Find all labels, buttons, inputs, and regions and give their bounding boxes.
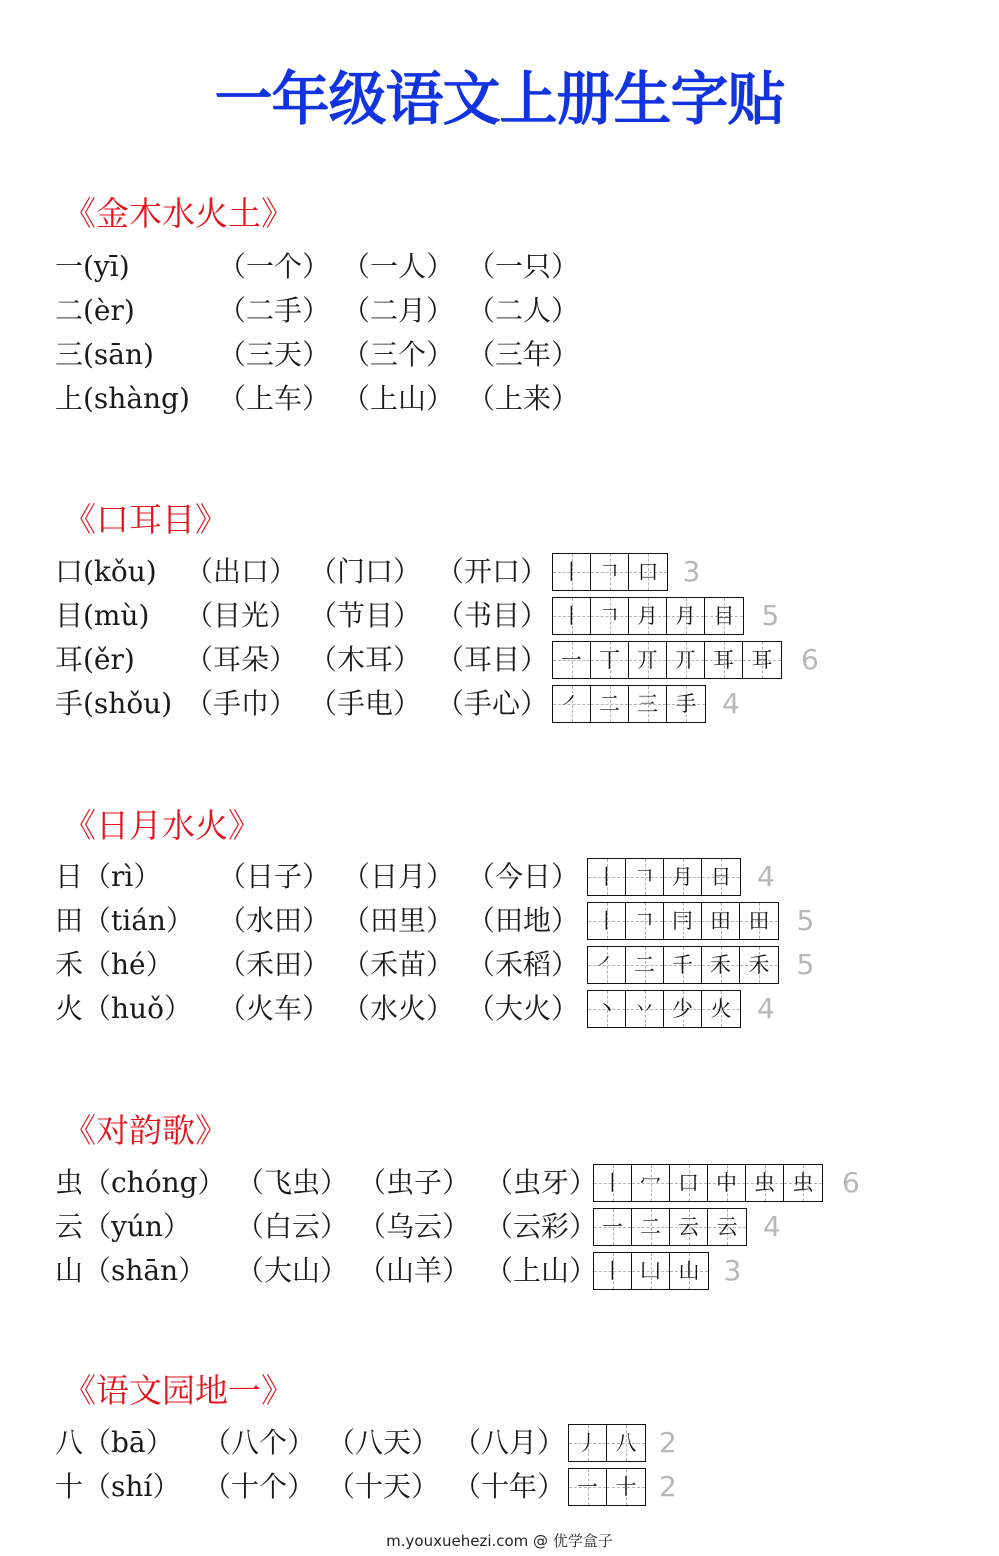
stroke-count: 4 [757,860,775,893]
character-row [55,550,955,594]
stroke-cell [670,1209,708,1245]
stroke-glyph: 丅 [599,648,620,672]
example-word: （一只） [467,250,580,283]
stroke-order-grid [568,1468,646,1506]
stroke-glyph: 𠃍 [634,909,655,933]
stroke-glyph: 田 [748,909,770,933]
stroke-cell [626,903,664,939]
example-word: （三天） [218,338,331,371]
character-pinyin: 目(mù) [55,599,150,632]
example-word: （耳朵） [185,643,298,676]
character-row [55,638,955,682]
stroke-cell [594,1253,632,1289]
stroke-cell [632,1165,670,1201]
stroke-count: 5 [796,948,815,981]
stroke-glyph: 丿 [577,1431,598,1455]
stroke-glyph: 云 [716,1215,738,1239]
character-pinyin: 山（shān） [55,1254,207,1287]
example-word: （二手） [218,294,331,327]
character-row [55,1161,955,1205]
example-word: （十年） [453,1470,566,1503]
stroke-cell [670,1253,708,1289]
stroke-glyph: ㇒ [596,953,617,977]
stroke-glyph: 丌 [675,648,696,672]
stroke-glyph: 山 [678,1259,700,1283]
section-title: 《对韵歌》 [63,1111,228,1150]
stroke-glyph: 少 [672,997,693,1021]
example-word: （云彩） [485,1210,598,1243]
character-row [55,987,955,1031]
stroke-glyph: 火 [710,997,732,1021]
stroke-cell [607,1469,645,1505]
example-word: （二人） [467,294,580,327]
example-word: （上车） [218,382,331,415]
character-pinyin: 日（rì） [55,860,162,893]
stroke-glyph: 丨 [561,604,582,628]
example-word: （上山） [485,1254,598,1287]
stroke-order-grid [552,553,668,591]
example-word: （手电） [309,687,422,720]
stroke-glyph: 丨 [596,865,617,889]
character-pinyin: 云（yún） [55,1210,191,1243]
stroke-cell [632,1209,670,1245]
stroke-glyph: 一 [561,648,582,672]
example-word: （水田） [218,904,331,937]
stroke-glyph: 十 [615,1475,637,1499]
stroke-count: 4 [757,992,775,1025]
stroke-cell [632,1253,670,1289]
example-word: （耳目） [436,643,549,676]
stroke-count: 6 [842,1166,860,1199]
stroke-glyph: 丨 [596,909,617,933]
stroke-count: 4 [722,687,740,720]
stroke-glyph: 八 [615,1431,637,1455]
character-pinyin: 上(shàng) [55,382,190,415]
example-word: （今日） [467,860,580,893]
stroke-glyph: 虫 [754,1171,775,1195]
stroke-glyph: 口 [637,560,659,584]
example-word: （十个） [203,1470,316,1503]
example-word: （山羊） [358,1254,471,1287]
stroke-order-grid [552,685,706,723]
stroke-glyph: 丶 [596,997,617,1021]
stroke-glyph: 耳 [751,648,773,672]
stroke-cell [588,947,626,983]
example-word: （手巾） [185,687,298,720]
stroke-glyph: 田 [710,909,731,933]
stroke-cell [629,554,667,590]
stroke-cell [708,1209,746,1245]
character-pinyin: 禾（hé） [55,948,174,981]
character-pinyin: 二(èr) [55,294,135,327]
stroke-glyph: 丌 [637,648,658,672]
example-word: （八个） [203,1426,316,1459]
character-pinyin: 十（shí） [55,1470,181,1503]
stroke-glyph: 禾 [710,953,731,977]
stroke-glyph: 𠃍 [599,604,620,628]
character-pinyin: 手(shǒu) [55,687,173,720]
character-pinyin: 耳(ěr) [55,643,135,676]
example-word: （白云） [236,1210,349,1243]
stroke-cell [553,686,591,722]
stroke-glyph: 二 [634,953,655,977]
stroke-cell [588,991,626,1027]
stroke-count: 4 [763,1210,781,1243]
example-word: （一人） [342,250,455,283]
example-word: （八月） [453,1426,566,1459]
example-word: （禾田） [218,948,331,981]
stroke-cell [594,1209,632,1245]
stroke-glyph: 一 [602,1215,623,1239]
stroke-cell [588,903,626,939]
stroke-glyph: 月 [637,604,658,628]
example-word: （三年） [467,338,580,371]
stroke-order-grid [593,1208,747,1246]
stroke-glyph: 一 [577,1475,598,1499]
character-row [55,1465,955,1509]
stroke-glyph: 丷 [634,997,655,1021]
stroke-cell [702,903,740,939]
section-title: 《口耳目》 [63,500,228,539]
stroke-cell [553,642,591,678]
section-title: 《金木水火土》 [63,194,294,233]
example-word: （田里） [342,904,455,937]
stroke-count: 3 [682,555,701,588]
stroke-glyph: 二 [599,692,620,716]
stroke-cell [702,991,740,1027]
example-word: （水火） [342,992,455,1025]
stroke-glyph: 耳 [713,648,734,672]
character-row [55,594,955,638]
stroke-glyph: 丨 [561,560,582,584]
stroke-cell [740,947,778,983]
stroke-count: 3 [723,1254,742,1287]
stroke-glyph: 三 [637,692,658,716]
stroke-glyph: 冃 [672,909,693,933]
example-word: （田地） [467,904,580,937]
stroke-glyph: 虫 [792,1171,814,1195]
stroke-cell [629,642,667,678]
stroke-order-grid [587,990,741,1028]
character-pinyin: 火（huǒ） [55,992,192,1025]
example-word: （上来） [467,382,580,415]
stroke-glyph: 云 [678,1215,699,1239]
stroke-cell [591,642,629,678]
character-row [55,943,955,987]
character-row [55,899,955,943]
stroke-cell [664,991,702,1027]
character-pinyin: 八（bā） [55,1426,174,1459]
stroke-order-grid [587,858,741,896]
character-pinyin: 虫（chóng） [55,1166,226,1199]
example-word: （三个） [342,338,455,371]
character-pinyin: 三(sān) [55,338,154,371]
stroke-cell [588,859,626,895]
example-word: （二月） [342,294,455,327]
stroke-cell [626,859,664,895]
stroke-cell [591,598,629,634]
stroke-glyph: 丨 [602,1171,623,1195]
character-row [55,1249,955,1293]
stroke-glyph: 丨 [602,1259,623,1283]
stroke-cell [553,598,591,634]
example-word: （禾苗） [342,948,455,981]
stroke-count: 6 [801,643,819,676]
stroke-order-grid [568,1424,646,1462]
stroke-glyph: ㇒ [561,692,582,716]
stroke-glyph: 禾 [748,953,770,977]
character-row [55,333,955,377]
stroke-count: 5 [796,904,815,937]
stroke-cell [664,903,702,939]
section-title: 《语文园地一》 [63,1371,294,1410]
example-word: （飞虫） [236,1166,349,1199]
stroke-cell [591,686,629,722]
stroke-count: 2 [659,1470,677,1503]
stroke-cell [607,1425,645,1461]
stroke-order-grid [552,597,744,635]
example-word: （日子） [218,860,331,893]
example-word: （八天） [327,1426,440,1459]
example-word: （出口） [185,555,298,588]
stroke-cell [740,903,778,939]
stroke-glyph: 𠃍 [599,560,620,584]
stroke-cell [629,598,667,634]
stroke-cell [746,1165,784,1201]
character-row [55,1205,955,1249]
stroke-cell [594,1165,632,1201]
stroke-cell [626,991,664,1027]
stroke-glyph: 中 [716,1171,737,1195]
stroke-cell [664,859,702,895]
example-word: （木耳） [309,643,422,676]
stroke-glyph: 手 [675,692,697,716]
character-pinyin: 田（tián） [55,904,194,937]
stroke-cell [667,598,705,634]
stroke-cell [569,1425,607,1461]
section-title: 《日月水火》 [63,806,261,845]
stroke-count: 5 [761,599,780,632]
stroke-glyph: 冖 [640,1171,661,1195]
example-word: （手心） [436,687,549,720]
character-row [55,855,955,899]
stroke-cell [591,554,629,590]
stroke-order-grid [593,1252,709,1290]
example-word: （火车） [218,992,331,1025]
example-word: （目光） [185,599,298,632]
stroke-glyph: 日 [710,865,732,889]
page-title: 一年级语文上册生字贴 [214,65,785,133]
stroke-order-grid [552,641,782,679]
example-word: （大火） [467,992,580,1025]
stroke-cell [708,1165,746,1201]
stroke-cell [705,642,743,678]
stroke-cell [667,686,705,722]
stroke-cell [784,1165,822,1201]
example-word: （开口） [436,555,549,588]
stroke-order-grid [587,902,779,940]
stroke-cell [743,642,781,678]
example-word: （上山） [342,382,455,415]
character-row [55,377,955,421]
stroke-glyph: 月 [672,865,693,889]
character-pinyin: 口(kǒu) [55,555,157,588]
example-word: （书目） [436,599,549,632]
stroke-cell [702,947,740,983]
example-word: （一个） [218,250,331,283]
character-row [55,245,955,289]
example-word: （大山） [236,1254,349,1287]
example-word: （日月） [342,860,455,893]
stroke-cell [569,1469,607,1505]
stroke-glyph: 二 [640,1215,661,1239]
stroke-glyph: 𠃍 [634,865,655,889]
example-word: （虫子） [358,1166,471,1199]
stroke-count: 2 [659,1426,677,1459]
example-word: （乌云） [358,1210,471,1243]
example-word: （节目） [309,599,422,632]
example-word: （虫牙） [485,1166,598,1199]
example-word: （禾稻） [467,948,580,981]
footer-credit: m.youxuehezi.com @ 优学盒子 [386,1532,613,1550]
stroke-cell [626,947,664,983]
stroke-glyph: 千 [672,953,693,977]
stroke-cell [705,598,743,634]
character-row [55,289,955,333]
stroke-glyph: 月 [675,604,696,628]
example-word: （门口） [309,555,422,588]
character-row [55,682,955,726]
stroke-order-grid [587,946,779,984]
character-row [55,1421,955,1465]
character-pinyin: 一(yī) [55,250,130,283]
stroke-cell [553,554,591,590]
example-word: （十天） [327,1470,440,1503]
stroke-cell [670,1165,708,1201]
stroke-order-grid [593,1164,823,1202]
stroke-cell [667,642,705,678]
stroke-cell [702,859,740,895]
stroke-cell [664,947,702,983]
stroke-glyph: 目 [713,604,735,628]
stroke-cell [629,686,667,722]
stroke-glyph: 口 [678,1171,699,1195]
stroke-glyph: 凵 [640,1259,661,1283]
